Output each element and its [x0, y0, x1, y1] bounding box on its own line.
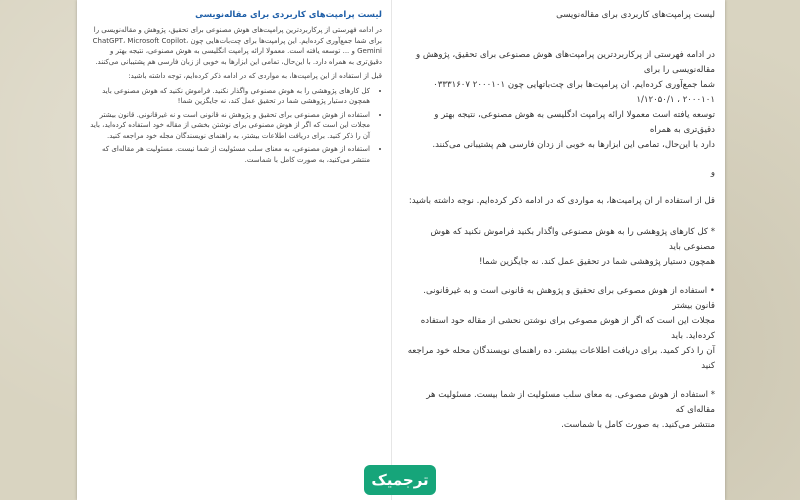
plain-line: توسعه یافته است معمولا ارائه پرامپت ادگلیسی به هوش مصنوعی، نتیجه بهتر و دقیق‌تری به همراه [434, 110, 715, 135]
doc-intro: در ادامه فهرستی از پرکاربردترین پرامپت‌های هوش مصنوعی برای تحقیق، پژوهش و مقاله‌نویسی را برای شما جمع‌آوری کرده‌ایم. این پرامپت‌ها برای چت‌بات‌هایی چون ChatGPT، Microsoft Copilot، Gemini و ... توسعه یافته است. معمولا ارائه پرامپت انگلیسی به هوش مصنوعی، نتیجه بهتر و دقیق‌تری به همراه دارد. با این‌حال، تمامی این ابزارها به خوبی از زبان فارسی هم پشتیبانی می‌کنند. [92, 26, 382, 66]
plain-line: مجلات این است که اگر از هوش مصوعی برای نوشتن نحشی از مقاله حود استفاده کرده‌اید. باید [420, 316, 715, 341]
plain-line: منتشر می‌کنید. به صورت کامل با شماست. [561, 420, 715, 430]
plain-paragraph [401, 284, 715, 374]
plain-text-panel [401, 8, 715, 498]
plain-line: در ادامه فهرستی از پرکاربردترین پرامپت‌های هوش مصنوعی برای تحقیق، پژوهش و مقاله‌نویسی را برای [415, 50, 715, 75]
plain-line: قل از استفاده ار ان پرامیت‌ها، به مواردی که در ادامه ذکر کرده‌ایم. نوجه داشته باشید: [408, 196, 715, 206]
plain-paragraph [401, 166, 715, 181]
plain-line: • استفاده از هوش مصوعی برای تحقیق و پژوهش به قانونی است و به غیرقانونی. قانون بیشتر [423, 286, 715, 311]
brand-logo: ترجمیک [364, 465, 436, 495]
plain-paragraph [401, 48, 715, 153]
formatted-document [90, 8, 382, 198]
plain-line: * کل کارهای پژوهشی را به هوش مصنوعی واگذار بکنید فراموش نکنید که هوش مصنوعی باید [430, 227, 715, 252]
plain-line: و [710, 168, 715, 178]
doc-bullet: • استفاده از هوش مصنوعی برای تحقیق و پژوهش نه قانونی است و نه غیرقانونی. قانون بیشتر مجلات این است که اگر از هوش مصنوعی برای نوشتن بخشی از مقاله خود استفاده کرده‌اید، باید آن را ذکر کنید. برای دریافت اطلاعات بیشتر، به راهنمای نویسندگان مجله خود مراجعه کنید. [90, 110, 370, 142]
doc-bullet: • استفاده از هوش مصنوعی، به معنای سلب مسئولیت از شما نیست. مسئولیت هر مقاله‌ای که منتشر می‌کنید، به صورت کامل با شماست. [90, 144, 370, 165]
plain-paragraph [401, 225, 715, 270]
plain-heading: لیست پرامپت‌های کاربردی برای مقاله‌نویسی [556, 10, 715, 20]
plain-line: * استفاده از هوش مصوعی. به معای سلب مسئولیت از شما بیست. مسئولیت هر مقاله‌ای که [426, 390, 715, 415]
plain-line: همچون دستیار پژوهشی شما در تحقیق عمل کند. نه جایگزین شما! [478, 257, 715, 267]
doc-title: لیست پرامپت‌های کاربردی برای مقاله‌نویسی [195, 10, 382, 20]
plain-line: آن را ذکر کمید. برای دریافت اطلاعات بیشتر. ده راهنمای نویسندگان محله خود مراجعه کنید [407, 346, 715, 371]
pane-divider [391, 0, 392, 500]
doc-bullet-list [90, 86, 382, 166]
plain-line: ۲۰۰۰۱۰۱ ، ۱/۱۲۰۵۰/۱ [636, 95, 715, 105]
plain-line: شما جمع‌آوری کرده‌ایم. ان پرامپت‌ها برای چت‌باتهایی چون ۲۰۰۰۱۰۱ ۰۳۳۳۱۶۰۷ [433, 80, 715, 90]
plain-paragraph [401, 194, 715, 209]
plain-paragraph [401, 388, 715, 433]
doc-lead: قبل از استفاده از این پرامپت‌ها، به مواردی که در ادامه ذکر کرده‌ایم، توجه داشته باشید: [128, 72, 382, 80]
plain-line: دارد با این‌حال، تمامی این ابزارها به خوبی از زدان فارسی هم پشتیبانی می‌کنند. [432, 140, 715, 150]
doc-bullet: • کل کارهای پژوهشی را به هوش مصنوعی واگذار نکنید. فراموش نکنید که هوش مصنوعی باید همچون دستیار پژوهشی شما در تحقیق عمل کند، نه جایگزین شما! [90, 86, 370, 107]
